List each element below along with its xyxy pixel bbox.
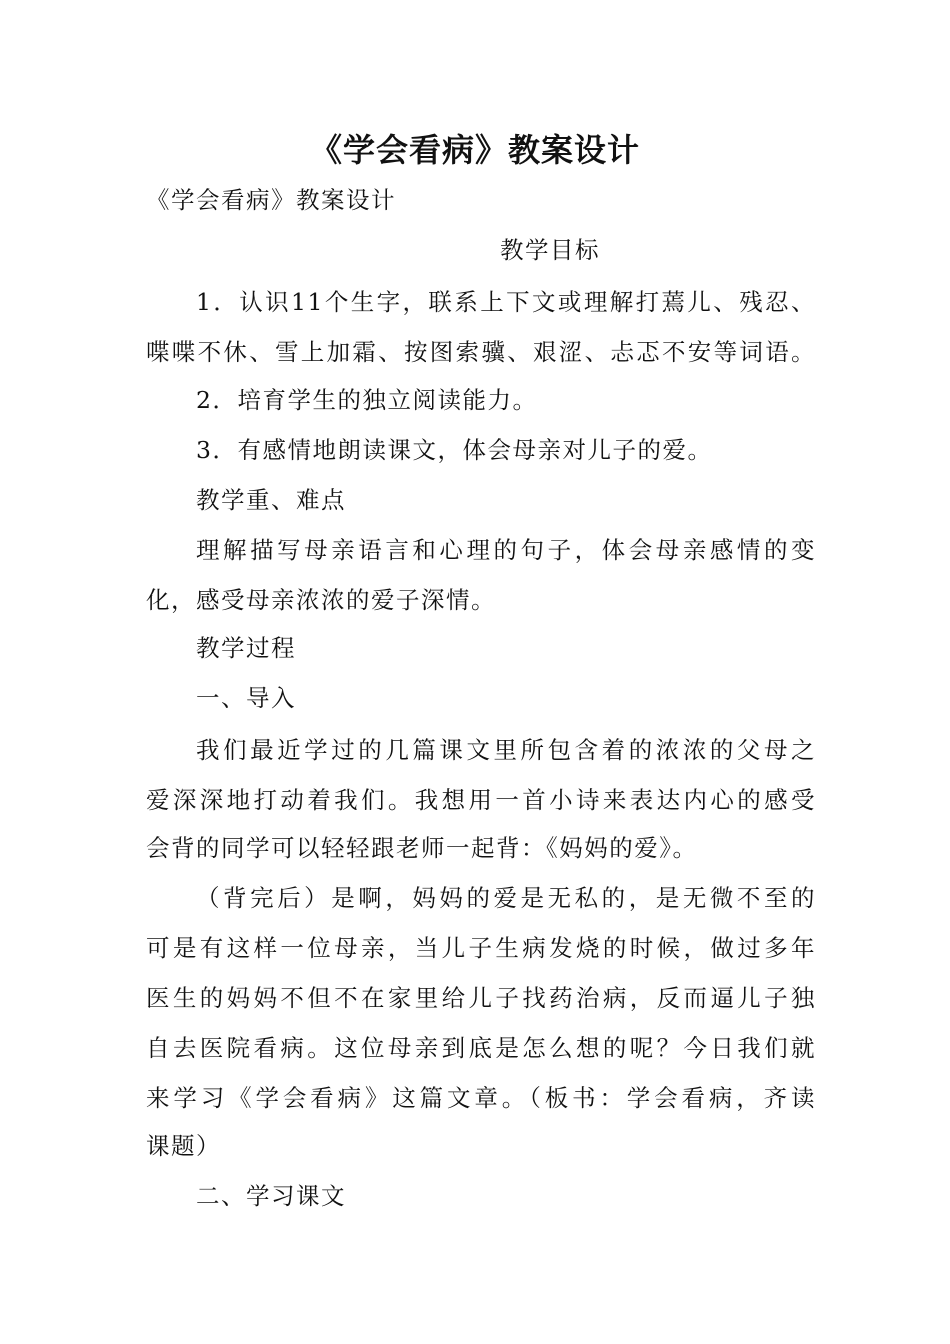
story-paragraph-line-6: 课题） — [146, 1132, 221, 1160]
part-1-heading: 一、导入 — [196, 684, 296, 712]
part-2-heading: 二、学习课文 — [196, 1182, 346, 1210]
intro-paragraph-line-2: 爱深深地打动着我们。我想用一首小诗来表达内心的感受 — [146, 786, 816, 814]
goal-2: 2．培育学生的独立阅读能力。 — [196, 386, 538, 414]
goal-1-line-1: 1．认识11个生字，联系上下文或理解打蔫儿、残忍、 — [196, 288, 816, 316]
intro-paragraph-line-1: 我们最近学过的几篇课文里所包含着的浓浓的父母之 — [196, 736, 816, 764]
story-paragraph-line-5: 来学习《学会看病》这篇文章。（板书：学会看病，齐读 — [146, 1084, 816, 1112]
goal-1-line-2: 喋喋不休、雪上加霜、按图索骥、艰涩、忐忑不安等词语。 — [146, 338, 816, 366]
key-points-line-2: 化，感受母亲浓浓的爱子深情。 — [146, 586, 496, 614]
story-paragraph-line-1: （背完后）是啊，妈妈的爱是无私的，是无微不至的 — [196, 884, 816, 912]
section-heading-goals: 教学目标 — [500, 236, 600, 264]
story-paragraph-line-3: 医生的妈妈不但不在家里给儿子找药治病，反而逼儿子独 — [146, 984, 816, 1012]
goal-3: 3．有感情地朗读课文，体会母亲对儿子的爱。 — [196, 436, 713, 464]
story-paragraph-line-4: 自去医院看病。这位母亲到底是怎么想的呢？今日我们就 — [146, 1034, 816, 1062]
section-heading-process: 教学过程 — [196, 634, 296, 662]
document-title: 《学会看病》教案设计 — [309, 131, 640, 169]
story-paragraph-line-2: 可是有这样一位母亲，当儿子生病发烧的时候，做过多年 — [146, 934, 816, 962]
intro-paragraph-line-3: 会背的同学可以轻轻跟老师一起背：《妈妈的爱》。 — [146, 834, 698, 862]
section-heading-key-points: 教学重、难点 — [196, 486, 346, 514]
document-subtitle: 《学会看病》教案设计 — [146, 186, 396, 214]
key-points-line-1: 理解描写母亲语言和心理的句子，体会母亲感情的变 — [196, 536, 816, 564]
